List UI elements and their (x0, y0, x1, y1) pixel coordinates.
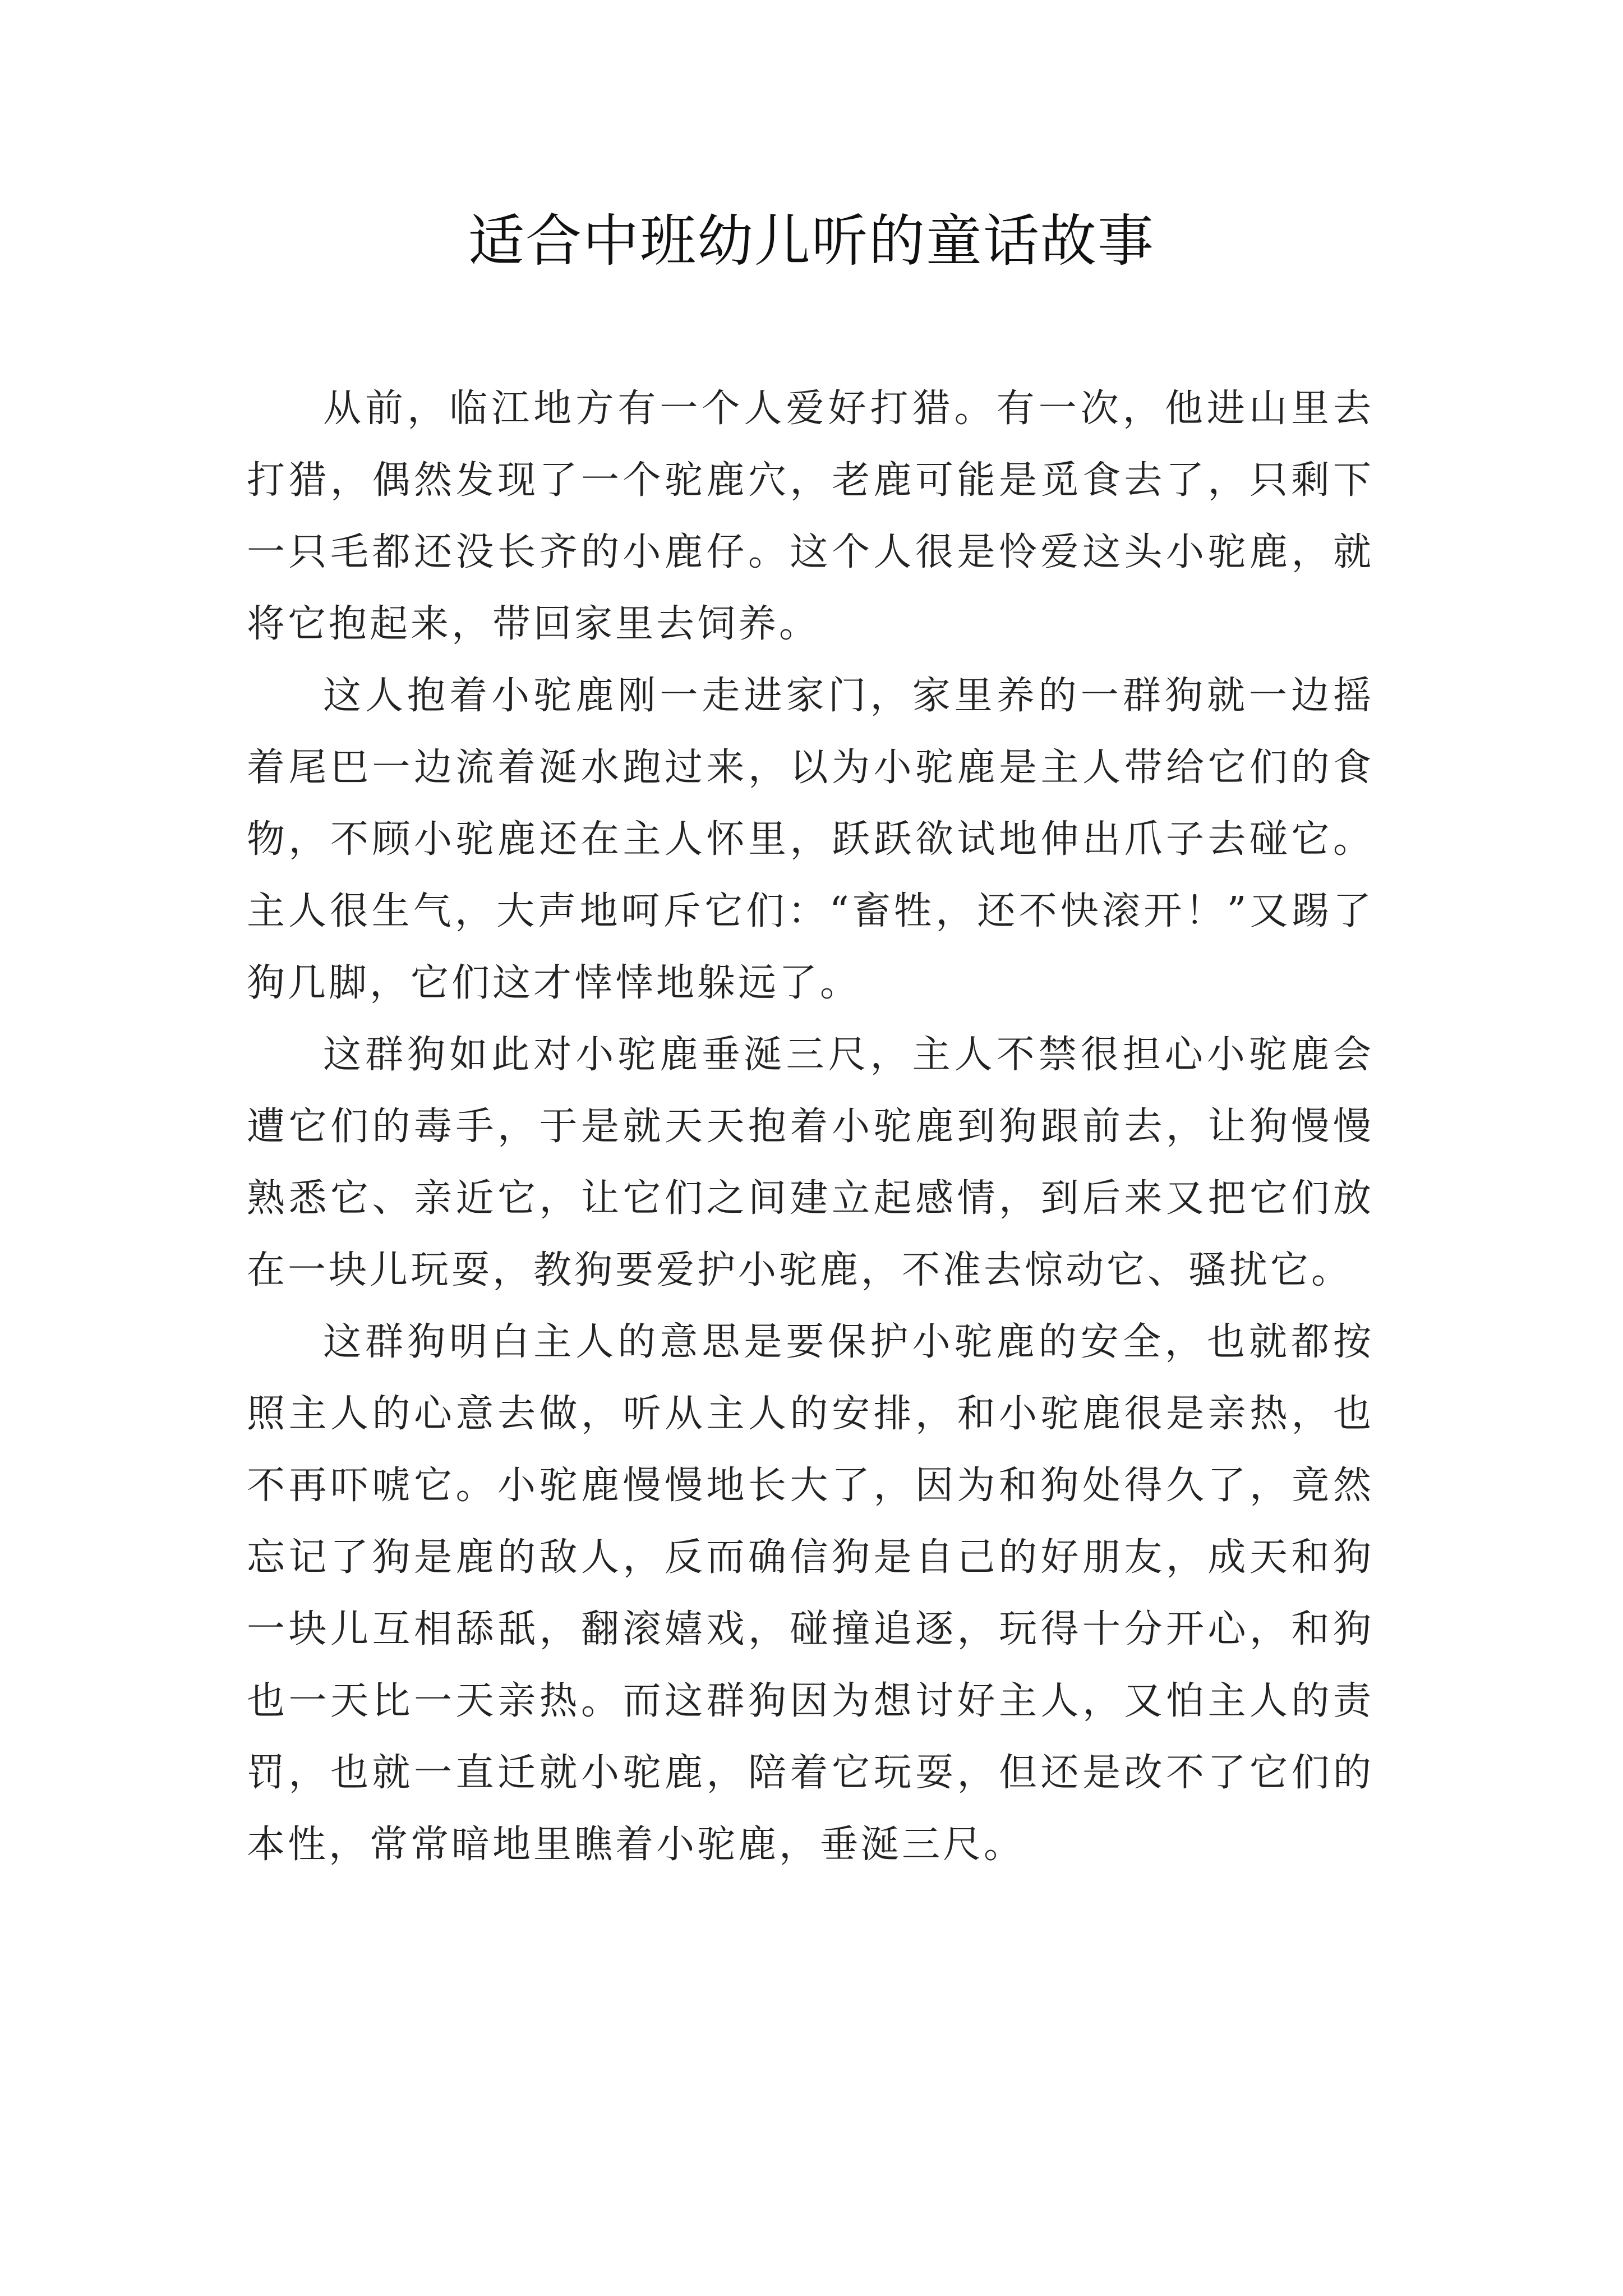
paragraph-2: 这人抱着小驼鹿刚一走进家门，家里养的一群狗就一边摇着尾巴一边流着涎水跑过来，以为小驼鹿是主人带给它们的食物，不顾小驼鹿还在主人怀里，跃跃欲试地伸出爪子去碰它。主人很生气，大声地呵斥它们：“畜牲，还不快滚开！”又踢了狗几脚，它们这才悻悻地躲远了。 (247, 674, 1374, 1005)
document-title: 适合中班幼儿听的童话故事 (468, 208, 1155, 274)
paragraph-3: 这群狗如此对小驼鹿垂涎三尺，主人不禁很担心小驼鹿会遭它们的毒手，于是就天天抱着小驼鹿到狗跟前去，让狗慢慢熟悉它、亲近它，让它们之间建立起感情，到后来又把它们放在一块儿玩耍，教狗要爱护小驼鹿，不准去惊动它、骚扰它。 (247, 1033, 1374, 1292)
paragraph-4: 这群狗明白主人的意思是要保护小驼鹿的安全，也就都按照主人的心意去做，听从主人的安排，和小驼鹿很是亲热，也不再吓唬它。小驼鹿慢慢地长大了，因为和狗处得久了，竟然忘记了狗是鹿的敌人，反而确信狗是自己的好朋友，成天和狗一块儿互相舔舐，翻滚嬉戏，碰撞追逐，玩得十分开心，和狗也一天比一天亲热。而这群狗因为想讨好主人，又怕主人的责罚，也就一直迁就小驼鹿，陪着它玩耍，但还是改不了它们的本性，常常暗地里瞧着小驼鹿，垂涎三尺。 (247, 1320, 1374, 1867)
document-body (247, 373, 1374, 1881)
paragraph-1: 从前，临江地方有一个人爱好打猎。有一次，他进山里去打猎，偶然发现了一个驼鹿穴，老鹿可能是觅食去了，只剩下一只毛都还没长齐的小鹿仔。这个人很是怜爱这头小驼鹿，就将它抱起来，带回家里去饲养。 (247, 386, 1374, 646)
